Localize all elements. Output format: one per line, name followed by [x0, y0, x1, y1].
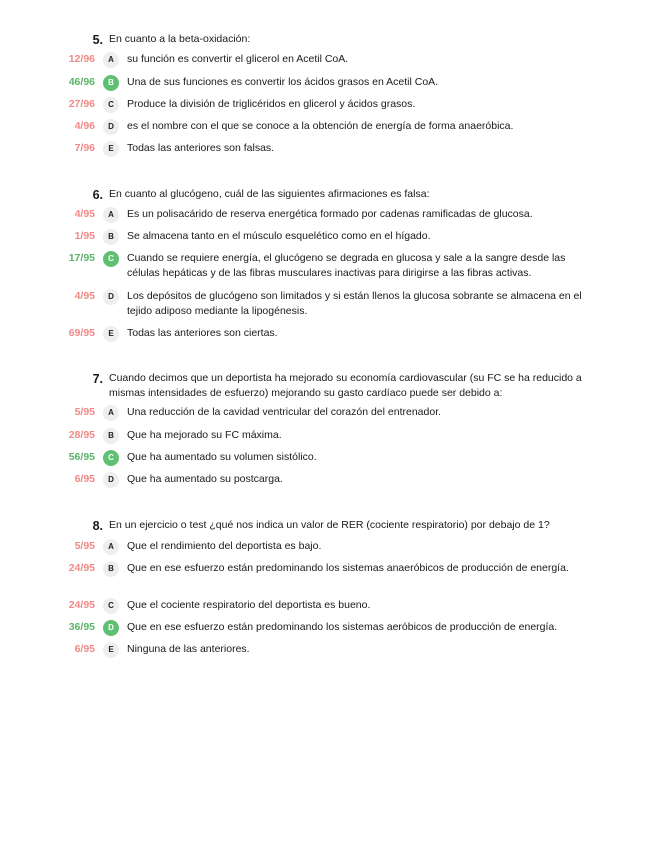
option-text: Es un polisacárido de reserva energética formado por cadenas ramificadas de glucosa. — [127, 208, 533, 220]
option-text: es el nombre con el que se conoce a la obtención de energía de forma anaeróbica. — [127, 120, 514, 132]
option-letter-badge: D — [103, 119, 119, 135]
answer-count: 28/95 — [68, 429, 95, 441]
option-text: Cuando se requiere energía, el glucógeno se degrada en glucosa y sale a la sangre desde las células hepáticas y de las fibras musculares inactivas para dirigirse a las fibras activas. — [127, 252, 566, 279]
answer-count: 69/95 — [68, 327, 95, 339]
option-text: Que ha aumentado su volumen sistólico. — [127, 451, 317, 463]
answer-count: 4/95 — [74, 208, 95, 220]
option-letter-badge: A — [103, 405, 119, 421]
option-text: Que en ese esfuerzo están predominando los sistemas anaeróbicos de producción de energía. — [127, 562, 569, 574]
answer-count: 46/96 — [68, 76, 95, 88]
answer-count: 6/95 — [74, 643, 95, 655]
answer-count: 7/96 — [74, 142, 95, 154]
answer-count: 24/95 — [68, 562, 95, 574]
option-letter-badge: B — [103, 561, 119, 577]
option-text: Se almacena tanto en el músculo esquelético como en el hígado. — [127, 230, 431, 242]
answer-count: 5/95 — [74, 540, 95, 552]
answer-count: 17/95 — [68, 252, 95, 264]
question-7 — [0, 372, 654, 399]
question-header — [0, 188, 654, 206]
option-text: Que el rendimiento del deportista es bajo. — [127, 540, 322, 552]
option-text: su función es convertir el glicerol en Acetil CoA. — [127, 53, 349, 65]
answer-count: 4/96 — [74, 120, 95, 132]
option-letter-badge: E — [103, 141, 119, 157]
option-text: Produce la división de triglicéridos en glicerol y ácidos grasos. — [127, 98, 416, 110]
question-number: 7. — [92, 372, 103, 386]
option-letter-badge: B — [103, 428, 119, 444]
answer-count: 12/96 — [68, 53, 95, 65]
question-header — [0, 372, 654, 399]
option-letter-badge: D — [103, 472, 119, 488]
option-text: Los depósitos de glucógeno son limitados y si están llenos la glucosa sobrante se almacena en el tejido adiposo mediante la lipogénesis. — [127, 290, 582, 317]
option-text: Que ha aumentado su postcarga. — [127, 473, 283, 485]
answer-count: 36/95 — [68, 621, 95, 633]
option-letter-badge: D — [103, 289, 119, 305]
question-text: Cuando decimos que un deportista ha mejorado su economía cardiovascular (su FC se ha reducido a mismas intensidades de esfuerzo) mejorando su gasto cardíaco puede ser debido a: — [109, 372, 582, 399]
option-letter-badge: E — [103, 642, 119, 658]
option-text: Todas las anteriores son ciertas. — [127, 327, 278, 339]
option-text: Todas las anteriores son falsas. — [127, 142, 275, 154]
question-text: En un ejercicio o test ¿qué nos indica un valor de RER (cociente respiratorio) por debajo de 1? — [109, 519, 550, 531]
question-text: En cuanto al glucógeno, cuál de las siguientes afirmaciones es falsa: — [109, 188, 430, 200]
option-text: Una de sus funciones es convertir los ácidos grasos en Acetil CoA. — [127, 76, 439, 88]
option-text: Que ha mejorado su FC máxima. — [127, 429, 282, 441]
option-letter-badge: B — [103, 229, 119, 245]
answer-count: 1/95 — [74, 230, 95, 242]
question-number: 8. — [92, 519, 103, 533]
question-number: 5. — [92, 33, 103, 47]
option-letter-badge: B — [103, 75, 119, 91]
option-text: Ninguna de las anteriores. — [127, 643, 250, 655]
option-text: Que el cociente respiratorio del deportista es bueno. — [127, 599, 371, 611]
question-header — [0, 519, 654, 537]
option-letter-badge: C — [103, 97, 119, 113]
option-letter-badge: E — [103, 326, 119, 342]
option-letter-badge: C — [103, 450, 119, 466]
answer-count: 56/95 — [68, 451, 95, 463]
answer-count: 24/95 — [68, 599, 95, 611]
option-letter-badge: D — [103, 620, 119, 636]
question-number: 6. — [92, 188, 103, 202]
question-6 — [0, 188, 654, 206]
answer-count: 4/95 — [74, 290, 95, 302]
question-text: En cuanto a la beta-oxidación: — [109, 33, 251, 45]
question-5 — [0, 33, 654, 51]
question-8 — [0, 519, 654, 537]
answer-count: 6/95 — [74, 473, 95, 485]
answer-count: 27/96 — [68, 98, 95, 110]
option-letter-badge: C — [103, 598, 119, 614]
option-text: Una reducción de la cavidad ventricular del corazón del entrenador. — [127, 406, 442, 418]
option-letter-badge: A — [103, 52, 119, 68]
question-header — [0, 33, 654, 51]
option-letter-badge: A — [103, 207, 119, 223]
option-text: Que en ese esfuerzo están predominando los sistemas aeróbicos de producción de energía. — [127, 621, 558, 633]
answer-count: 5/95 — [74, 406, 95, 418]
option-letter-badge: A — [103, 539, 119, 555]
option-letter-badge: C — [103, 251, 119, 267]
